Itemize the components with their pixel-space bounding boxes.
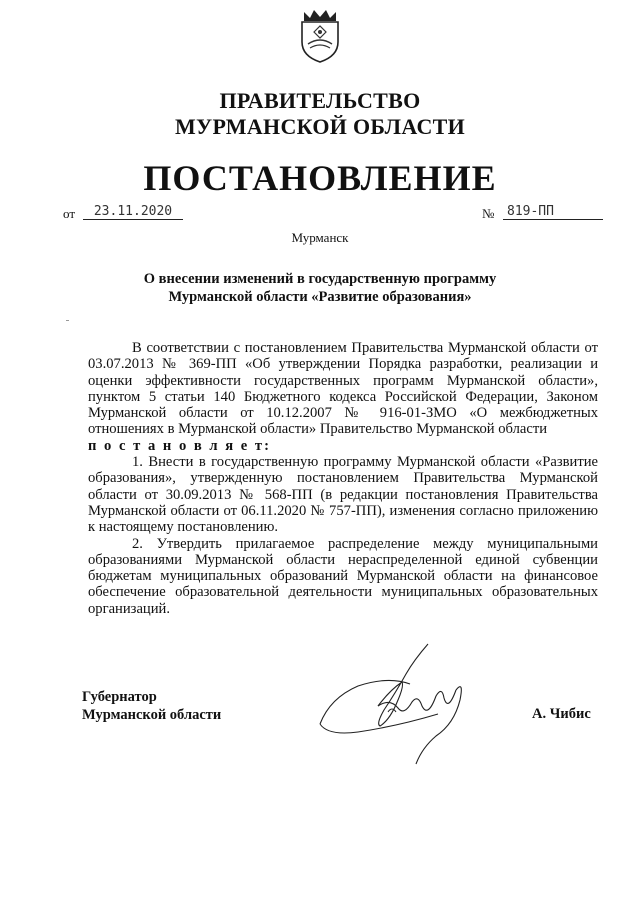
subject-line1: О внесении изменений в государственную программу xyxy=(143,271,497,287)
document-body xyxy=(88,340,598,617)
preamble-paragraph: В соответствии с постановлением Правительства Мурманской области от 03.07.2013 № 369-ПП «Об утверждении Порядка разработки, реализации и оценки эффективности государственных программ Мурманской области», пунктом 5 статьи 140 Бюджетного кодекса Российской Федерации, Законом Мурманской области от 10.12.2007 № 916-01-ЗМО «О межбюджетных отношениях в Мурманской области» Правительство Мурманской области xyxy=(88,340,598,438)
document-date: 23.11.2020 xyxy=(83,204,183,220)
coat-of-arms-emblem xyxy=(296,8,344,64)
signatory-name: А. Чибис xyxy=(532,706,591,722)
signatory-position-line2: Мурманской области xyxy=(82,707,222,723)
scan-speck xyxy=(66,320,69,321)
subject-line2: Мурманской области «Развитие образования» xyxy=(168,289,472,305)
date-prefix: от xyxy=(63,206,76,221)
signatory-position-line1: Губернатор xyxy=(82,689,157,705)
government-title-line1: ПРАВИТЕЛЬСТВО xyxy=(219,88,421,113)
resolves-word: п о с т а н о в л я е т: xyxy=(88,437,271,454)
government-title-line2: МУРМАНСКОЙ ОБЛАСТИ xyxy=(174,114,466,139)
number-prefix: № xyxy=(482,206,495,221)
handwritten-signature xyxy=(318,640,478,770)
city-name: Мурманск xyxy=(291,230,349,245)
item-1-paragraph: 1. Внести в государственную программу Мурманской области «Развитие образования», утвержденную постановлением Правительства Мурманской области от 30.09.2013 № 568-ПП (в редакции постановления Правительства Мурманской области от 06.11.2020 № 757-ПП), изменения согласно приложению к настоящему постановлению. xyxy=(88,454,598,536)
document-type-title: ПОСТАНОВЛЕНИЕ xyxy=(143,158,497,198)
document-number: 819-ПП xyxy=(503,204,603,220)
item-2-paragraph: 2. Утвердить прилагаемое распределение между муниципальными образованиями Мурманской области нераспределенной единой субвенции бюджетам муниципальных образований Мурманской области на финансовое обеспечение образовательной деятельности муниципальных образовательных организаций. xyxy=(88,535,598,617)
